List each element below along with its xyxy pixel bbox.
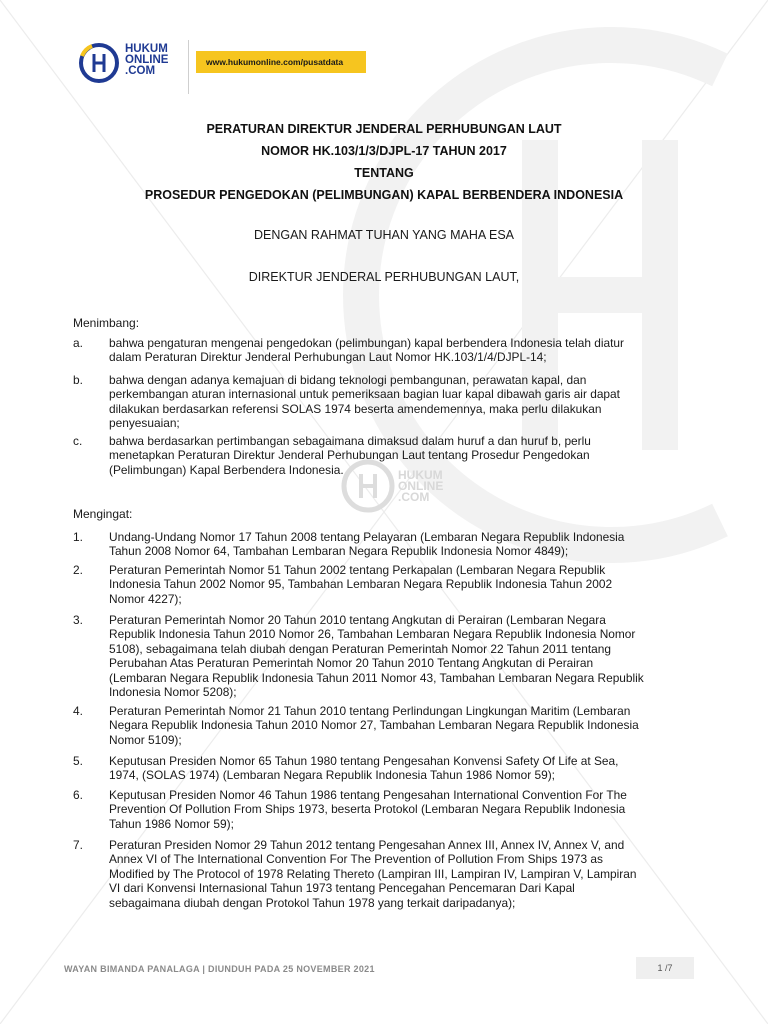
page-number: 1 /7 bbox=[636, 957, 694, 979]
hukumonline-logo-icon bbox=[78, 42, 120, 84]
menimbang-label: Menimbang: bbox=[73, 316, 140, 330]
header-divider bbox=[188, 40, 189, 94]
list-item: 3. Peraturan Pemerintah Nomor 20 Tahun 2010 tentang Angkutan di Perairan (Lembaran Negara Republik Indonesia Tahun 2010 Nomor 26, Tambahan Lembaran Negara Republik Indonesia Nomor 5108), sebagaimana telah diubah dengan Peraturan Pemerintah Nomor 22 Tahun 2011 tentang Perubahan Atas Peraturan Pemerintah Nomor 20 Tahun 2010 Tentang Angkutan di Perairan (Lembaran Negara Republik Indonesia Tahun 2011 Nomor 43, Tambahan Lembaran Negara Republik Indonesia Nomor 5208); bbox=[73, 613, 644, 700]
title-line-2: NOMOR HK.103/1/3/DJPL-17 TAHUN 2017 bbox=[261, 144, 507, 158]
item-marker: 7. bbox=[73, 838, 83, 852]
title-line-4: PROSEDUR PENGEDOKAN (PELIMBUNGAN) KAPAL BERBENDERA INDONESIA bbox=[144, 188, 624, 202]
list-item: 2. Peraturan Pemerintah Nomor 51 Tahun 2002 tentang Perkapalan (Lembaran Negara Republik Indonesia Tahun 2002 Nomor 95, Tambahan Lembaran Negara Republik Indonesia Tahun 2002 Nomor 4227); bbox=[73, 563, 613, 606]
list-item: c. bahwa berdasarkan pertimbangan sebagaimana dimaksud dalam huruf a dan huruf b, perlu menetapkan Peraturan Direktur Jenderal Perhubungan Laut tentang Prosedur Pengedokan (Pelimbungan) Kapal Berbendera Indonesia. bbox=[73, 434, 591, 477]
item-marker: 6. bbox=[73, 788, 83, 802]
title-line-3: TENTANG bbox=[354, 166, 414, 180]
list-item: 4. Peraturan Pemerintah Nomor 21 Tahun 2010 tentang Perlindungan Lingkungan Maritim (Lembaran Negara Republik Indonesia Tahun 2010 Nomor 27, Tambahan Lembaran Negara Republik Indonesia Nomor 5109); bbox=[73, 704, 639, 747]
footer-download-info: WAYAN BIMANDA PANALAGA | DIUNDUH PADA 25 NOVEMBER 2021 bbox=[64, 964, 375, 974]
hukumonline-logo bbox=[78, 40, 188, 86]
item-marker: 5. bbox=[73, 754, 83, 768]
item-marker: 3. bbox=[73, 613, 83, 627]
logo-text: HUKUM ONLINE .COM bbox=[125, 43, 169, 77]
item-marker: 4. bbox=[73, 704, 83, 718]
document-title bbox=[0, 118, 768, 206]
center-watermark-text: HUKUM ONLINE .COM bbox=[398, 468, 444, 504]
title-line-1: PERATURAN DIREKTUR JENDERAL PERHUBUNGAN LAUT bbox=[206, 122, 562, 136]
mengingat-label: Mengingat: bbox=[73, 507, 133, 521]
item-marker: b. bbox=[73, 373, 83, 387]
list-item: 1. Undang-Undang Nomor 17 Tahun 2008 tentang Pelayaran (Lembaran Negara Republik Indonesia Tahun 2008 Nomor 64, Tambahan Lembaran Negara Republik Indonesia Nomor 4849); bbox=[73, 530, 625, 559]
item-marker: 2. bbox=[73, 563, 83, 577]
list-item: b. bahwa dengan adanya kemajuan di bidang teknologi pembangunan, perawatan kapal, dan perkembangan aturan internasional untuk pemeriksaan bagian luar kapal dibawah garis air dapat dilakukan berdasarkan referensi SOLAS 1974 beserta amendemennya, maka perlu dilakukan penyesuaian; bbox=[73, 373, 620, 431]
item-marker: c. bbox=[73, 434, 83, 448]
list-item: a. bahwa pengaturan mengenai pengedokan (pelimbungan) kapal berbendera Indonesia telah diatur dalam Peraturan Direktur Jenderal Perhubungan Laut Nomor HK.103/1/4/DJPL-14; bbox=[73, 336, 624, 365]
source-url[interactable]: www.hukumonline.com/pusatdata bbox=[196, 51, 366, 73]
item-marker: 1. bbox=[73, 530, 83, 544]
preamble-direktur: DIREKTUR JENDERAL PERHUBUNGAN LAUT, bbox=[248, 270, 520, 284]
list-item: 7. Peraturan Presiden Nomor 29 Tahun 2012 tentang Pengesahan Annex III, Annex IV, Annex V, and Annex VI of The International Convention For The Prevention of Pollution From Ships 1973 as Modified by The Protocol of 1978 Relating Thereto (Lampiran III, Lampiran IV, Lampiran V, Lampiran VI dari Konvensi Internasional Tahun 1973 tentang Pencegahan Pencemaran Dari Kapal sebagaimana diubah dengan Protokol Tahun 1978 yang terkait daripadanya); bbox=[73, 838, 637, 910]
item-marker: a. bbox=[73, 336, 83, 350]
list-item: 5. Keputusan Presiden Nomor 65 Tahun 1980 tentang Pengesahan Konvensi Safety Of Life at Sea, 1974, (SOLAS 1974) (Lembaran Negara Republik Indonesia Tahun 1986 Nomor 59); bbox=[73, 754, 619, 783]
preamble-rahmat: DENGAN RAHMAT TUHAN YANG MAHA ESA bbox=[253, 228, 514, 242]
list-item: 6. Keputusan Presiden Nomor 46 Tahun 1986 tentang Pengesahan International Convention For The Prevention Of Pollution From Ships 1973, beserta Protokol (Lembaran Negara Republik Indonesia Tahun 1986 Nomor 59); bbox=[73, 788, 627, 831]
